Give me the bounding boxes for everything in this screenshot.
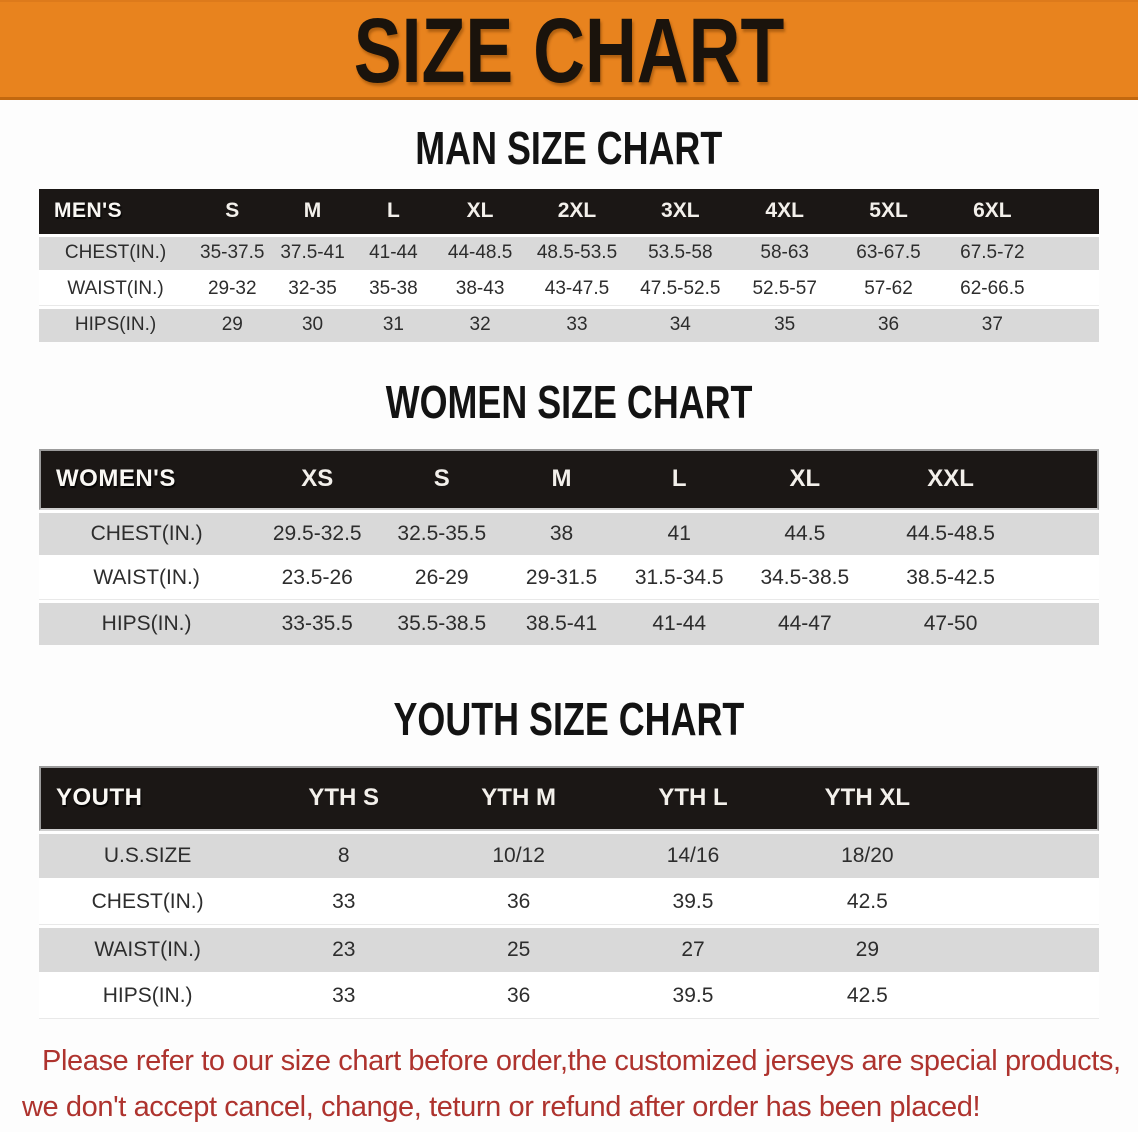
- value-cell: 34: [628, 306, 733, 342]
- value-cell: 38.5-41: [503, 600, 620, 645]
- youth-header-row: [39, 766, 1099, 831]
- row-label-cell: CHEST(IN.): [39, 234, 192, 270]
- size-header-cell: YTH L: [606, 766, 780, 831]
- value-cell: 42.5: [780, 878, 955, 925]
- youth-chart-heading: [0, 692, 1138, 745]
- size-header-cell: YTH M: [431, 766, 606, 831]
- filler-cell: [955, 831, 1099, 878]
- value-cell: 36: [431, 878, 606, 925]
- size-header-cell: XL: [434, 189, 526, 234]
- value-cell: 29-32: [192, 270, 272, 306]
- size-header-cell: S: [192, 189, 272, 234]
- size-header-cell: 6XL: [940, 189, 1044, 234]
- size-header-cell: XXL: [871, 449, 1030, 510]
- size-header-cell: 4XL: [733, 189, 837, 234]
- banner-title-text: SIZE CHART: [353, 0, 785, 102]
- row-label-cell: U.S.SIZE: [39, 831, 256, 878]
- value-cell: 35-38: [353, 270, 434, 306]
- value-cell: 33: [256, 878, 431, 925]
- value-cell: 38.5-42.5: [871, 555, 1030, 600]
- value-cell: 37: [940, 306, 1044, 342]
- value-cell: 33-35.5: [254, 600, 380, 645]
- size-header-cell: 5XL: [837, 189, 941, 234]
- value-cell: 27: [606, 925, 780, 972]
- womens-chart-heading: [0, 375, 1138, 428]
- size-header-cell: M: [503, 449, 620, 510]
- womens-chest-row: [39, 510, 1099, 555]
- value-cell: 41-44: [353, 234, 434, 270]
- value-cell: 47.5-52.5: [628, 270, 733, 306]
- value-cell: 33: [526, 306, 628, 342]
- value-cell: 44-47: [739, 600, 872, 645]
- womens-chart-heading-text: WOMEN SIZE CHART: [385, 375, 753, 428]
- youth-chest-row: [39, 878, 1099, 925]
- mens-hips-row: [39, 306, 1099, 342]
- value-cell: 44.5: [739, 510, 872, 555]
- value-cell: 30: [272, 306, 352, 342]
- mens-waist-row: [39, 270, 1099, 306]
- disclaimer-line-2: we don't accept cancel, change, teturn or refund after order has been placed!: [22, 1090, 981, 1123]
- filler-cell: [955, 766, 1099, 831]
- value-cell: 32: [434, 306, 526, 342]
- mens-chart-heading: [0, 122, 1138, 174]
- value-cell: 39.5: [606, 878, 780, 925]
- value-cell: 42.5: [780, 972, 955, 1019]
- filler-cell: [1044, 189, 1099, 234]
- womens-header-row: [39, 449, 1099, 510]
- value-cell: 31: [353, 306, 434, 342]
- value-cell: 29: [192, 306, 272, 342]
- value-cell: 41-44: [620, 600, 739, 645]
- value-cell: 23: [256, 925, 431, 972]
- value-cell: 14/16: [606, 831, 780, 878]
- row-label-cell: WAIST(IN.): [39, 555, 254, 600]
- mens-header-row: [39, 189, 1099, 234]
- disclaimer-line-1: Please refer to our size chart before order,the customized jerseys are special products,: [42, 1044, 1121, 1077]
- womens-size-table: [39, 449, 1099, 645]
- value-cell: 31.5-34.5: [620, 555, 739, 600]
- value-cell: 37.5-41: [272, 234, 352, 270]
- value-cell: 53.5-58: [628, 234, 733, 270]
- youth-hips-row: [39, 972, 1099, 1019]
- value-cell: 43-47.5: [526, 270, 628, 306]
- value-cell: 35.5-38.5: [380, 600, 503, 645]
- size-header-cell: S: [380, 449, 503, 510]
- value-cell: 32-35: [272, 270, 352, 306]
- banner-title: [0, 2, 1138, 100]
- value-cell: 52.5-57: [733, 270, 837, 306]
- value-cell: 36: [837, 306, 941, 342]
- filler-cell: [1044, 234, 1099, 270]
- value-cell: 23.5-26: [254, 555, 380, 600]
- size-header-cell: M: [272, 189, 352, 234]
- value-cell: 10/12: [431, 831, 606, 878]
- value-cell: 58-63: [733, 234, 837, 270]
- row-label-cell: CHEST(IN.): [39, 510, 254, 555]
- banner: [0, 0, 1138, 100]
- row-label-cell: HIPS(IN.): [39, 600, 254, 645]
- value-cell: 67.5-72: [940, 234, 1044, 270]
- womens-waist-row: [39, 555, 1099, 600]
- size-header-cell: 3XL: [628, 189, 733, 234]
- row-label-cell: WAIST(IN.): [39, 925, 256, 972]
- value-cell: 29.5-32.5: [254, 510, 380, 555]
- value-cell: 25: [431, 925, 606, 972]
- value-cell: 39.5: [606, 972, 780, 1019]
- filler-cell: [955, 878, 1099, 925]
- value-cell: 38: [503, 510, 620, 555]
- value-cell: 34.5-38.5: [739, 555, 872, 600]
- disclaimer: [0, 1038, 1138, 1130]
- value-cell: 33: [256, 972, 431, 1019]
- size-header-cell: 2XL: [526, 189, 628, 234]
- value-cell: 63-67.5: [837, 234, 941, 270]
- row-label-cell: HIPS(IN.): [39, 306, 192, 342]
- filler-cell: [1030, 449, 1099, 510]
- value-cell: 62-66.5: [940, 270, 1044, 306]
- size-header-cell: XS: [254, 449, 380, 510]
- womens-hips-row: [39, 600, 1099, 645]
- youth-size-table: [39, 766, 1099, 1019]
- womens-category-cell: WOMEN'S: [39, 449, 254, 510]
- filler-cell: [955, 972, 1099, 1019]
- row-label-cell: CHEST(IN.): [39, 878, 256, 925]
- youth-ussize-row: [39, 831, 1099, 878]
- youth-chart-heading-text: YOUTH SIZE CHART: [393, 692, 745, 745]
- value-cell: 38-43: [434, 270, 526, 306]
- size-header-cell: YTH XL: [780, 766, 955, 831]
- row-label-cell: HIPS(IN.): [39, 972, 256, 1019]
- value-cell: 48.5-53.5: [526, 234, 628, 270]
- value-cell: 57-62: [837, 270, 941, 306]
- value-cell: 35-37.5: [192, 234, 272, 270]
- row-label-cell: WAIST(IN.): [39, 270, 192, 306]
- value-cell: 47-50: [871, 600, 1030, 645]
- mens-category-cell: MEN'S: [39, 189, 192, 234]
- value-cell: 18/20: [780, 831, 955, 878]
- value-cell: 29-31.5: [503, 555, 620, 600]
- value-cell: 32.5-35.5: [380, 510, 503, 555]
- filler-cell: [1044, 306, 1099, 342]
- filler-cell: [1030, 555, 1099, 600]
- value-cell: 44-48.5: [434, 234, 526, 270]
- mens-chest-row: [39, 234, 1099, 270]
- size-header-cell: L: [620, 449, 739, 510]
- size-header-cell: XL: [739, 449, 872, 510]
- filler-cell: [1030, 510, 1099, 555]
- value-cell: 8: [256, 831, 431, 878]
- filler-cell: [1030, 600, 1099, 645]
- value-cell: 29: [780, 925, 955, 972]
- value-cell: 44.5-48.5: [871, 510, 1030, 555]
- size-header-cell: L: [353, 189, 434, 234]
- mens-chart-heading-text: MAN SIZE CHART: [415, 122, 723, 174]
- filler-cell: [955, 925, 1099, 972]
- filler-cell: [1044, 270, 1099, 306]
- youth-category-cell: YOUTH: [39, 766, 256, 831]
- youth-waist-row: [39, 925, 1099, 972]
- value-cell: 41: [620, 510, 739, 555]
- value-cell: 35: [733, 306, 837, 342]
- value-cell: 36: [431, 972, 606, 1019]
- size-header-cell: YTH S: [256, 766, 431, 831]
- value-cell: 26-29: [380, 555, 503, 600]
- mens-size-table: [39, 189, 1099, 342]
